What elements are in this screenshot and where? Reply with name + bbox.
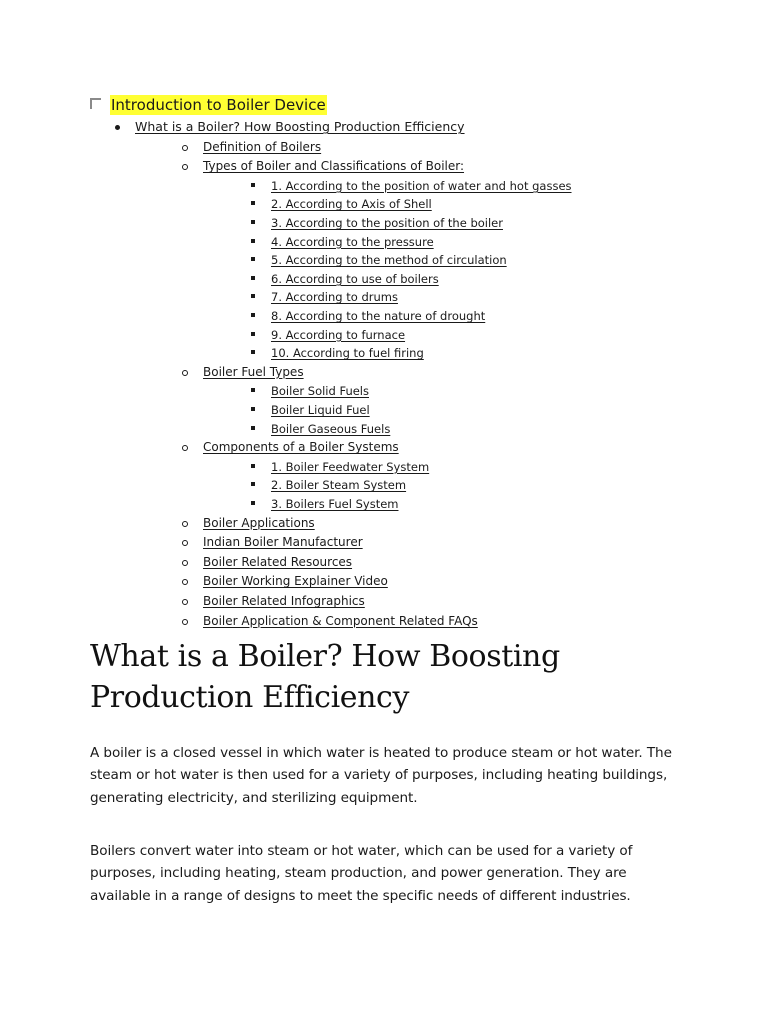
toc-link[interactable]: 3. Boilers Fuel System bbox=[271, 497, 399, 511]
square-bullet-icon bbox=[251, 350, 255, 354]
toc-link[interactable]: Boiler Related Resources bbox=[203, 554, 353, 569]
toc-link[interactable]: Boiler Gaseous Fuels bbox=[271, 421, 391, 436]
toc-link[interactable]: Components of a Boiler Systems bbox=[203, 440, 399, 455]
square-bullet-icon bbox=[251, 294, 255, 298]
toc-section-item bbox=[203, 364, 304, 380]
toc-section-item bbox=[203, 613, 478, 629]
toc-section-item bbox=[203, 573, 388, 589]
toc-section-item bbox=[203, 139, 321, 155]
toc-link[interactable]: 2. According to Axis of Shell bbox=[271, 197, 432, 212]
square-bullet-icon bbox=[251, 482, 255, 486]
toc-subsection-item bbox=[271, 215, 503, 231]
square-bullet-icon bbox=[251, 276, 255, 280]
toc-link[interactable]: Boiler Solid Fuels bbox=[271, 384, 369, 399]
toc-subsection-item bbox=[271, 271, 439, 287]
toc-link[interactable]: Boiler Liquid Fuel bbox=[271, 403, 370, 417]
toc-subsection-item bbox=[271, 496, 398, 512]
toc-link[interactable]: 9. According to furnace bbox=[271, 327, 406, 342]
toc-link[interactable]: Types of Boiler and Classifications of Boiler: bbox=[203, 159, 465, 174]
toc-section-item bbox=[203, 554, 352, 570]
toc-section-item bbox=[203, 593, 365, 609]
toc-link[interactable]: 2. Boiler Steam System bbox=[271, 478, 407, 493]
square-bullet-icon bbox=[251, 183, 255, 187]
toc-link[interactable]: Boiler Fuel Types bbox=[203, 364, 304, 379]
toc-link[interactable]: 1. Boiler Feedwater System bbox=[271, 459, 430, 474]
toc-link[interactable]: 6. According to use of boilers bbox=[271, 271, 439, 286]
toc-header bbox=[90, 94, 327, 116]
toc-link[interactable]: 1. According to the position of water and hot gasses bbox=[271, 178, 572, 193]
toc-subsection-item bbox=[271, 308, 485, 324]
toc-link[interactable]: 3. According to the position of the boiler bbox=[271, 216, 503, 230]
toc-subsection-item bbox=[271, 345, 424, 361]
toc-subsection-item bbox=[271, 178, 572, 194]
toc-link[interactable]: Boiler Applications bbox=[203, 515, 315, 530]
circle-bullet-icon bbox=[182, 370, 188, 376]
square-bullet-icon bbox=[251, 388, 255, 392]
circle-bullet-icon bbox=[182, 521, 188, 527]
toc-section-item bbox=[203, 158, 464, 174]
circle-bullet-icon bbox=[182, 619, 188, 625]
toc-link[interactable]: 10. According to fuel firing bbox=[271, 346, 424, 361]
toc-link[interactable]: 8. According to the nature of drought bbox=[271, 309, 486, 323]
circle-bullet-icon bbox=[182, 579, 188, 585]
square-bullet-icon bbox=[251, 257, 255, 261]
toc-section-item bbox=[203, 439, 399, 455]
toc-link[interactable]: 5. According to the method of circulation bbox=[271, 253, 507, 268]
disc-bullet-icon bbox=[115, 125, 120, 130]
toc-toggle-icon[interactable] bbox=[90, 98, 101, 109]
toc-subsection-item bbox=[271, 421, 390, 437]
article-paragraph-1: A boiler is a closed vessel in which water is heated to produce steam or hot water. The steam or hot water is then used for a variety of purposes, including heating buildings, generating electricity, and sterilizing equipment. bbox=[90, 745, 672, 806]
article-heading: What is a Boiler? How Boosting Production Efficiency bbox=[90, 639, 560, 715]
toc-section-item bbox=[203, 515, 315, 531]
toc-subsection-item bbox=[271, 196, 432, 212]
circle-bullet-icon bbox=[182, 560, 188, 566]
square-bullet-icon bbox=[251, 332, 255, 336]
square-bullet-icon bbox=[251, 201, 255, 205]
toc-link[interactable]: Definition of Boilers bbox=[203, 139, 322, 154]
circle-bullet-icon bbox=[182, 599, 188, 605]
toc-link[interactable]: Indian Boiler Manufacturer bbox=[203, 535, 363, 550]
toc-item-main bbox=[135, 119, 465, 135]
toc-subsection-item bbox=[271, 402, 370, 418]
square-bullet-icon bbox=[251, 313, 255, 317]
circle-bullet-icon bbox=[182, 164, 188, 170]
square-bullet-icon bbox=[251, 426, 255, 430]
square-bullet-icon bbox=[251, 220, 255, 224]
toc-title: Introduction to Boiler Device bbox=[111, 96, 326, 114]
circle-bullet-icon bbox=[182, 145, 188, 151]
toc-link[interactable]: Boiler Working Explainer Video bbox=[203, 574, 388, 589]
circle-bullet-icon bbox=[182, 445, 188, 451]
article-paragraph-2: Boilers convert water into steam or hot water, which can be used for a variety of purposes, including heating, steam production, and power generation. They are available in a range of designs to meet the specific needs of different industries. bbox=[90, 843, 633, 904]
toc-subsection-item bbox=[271, 252, 507, 268]
toc-link[interactable]: 4. According to the pressure bbox=[271, 234, 434, 249]
toc-subsection-item bbox=[271, 477, 406, 493]
toc-subsection-item bbox=[271, 234, 434, 250]
square-bullet-icon bbox=[251, 464, 255, 468]
toc-link[interactable]: 7. According to drums bbox=[271, 290, 398, 305]
toc-subsection-item bbox=[271, 327, 405, 343]
toc-subsection-item bbox=[271, 383, 369, 399]
square-bullet-icon bbox=[251, 501, 255, 505]
square-bullet-icon bbox=[251, 239, 255, 243]
toc-link[interactable]: Boiler Related Infographics bbox=[203, 594, 365, 608]
circle-bullet-icon bbox=[182, 540, 188, 546]
toc-link[interactable]: Boiler Application & Component Related FAQs bbox=[203, 613, 478, 628]
square-bullet-icon bbox=[251, 407, 255, 411]
toc-link[interactable]: What is a Boiler? How Boosting Production Efficiency bbox=[135, 119, 465, 134]
toc-section-item bbox=[203, 534, 363, 550]
toc-subsection-item bbox=[271, 289, 398, 305]
toc-subsection-item bbox=[271, 459, 429, 475]
